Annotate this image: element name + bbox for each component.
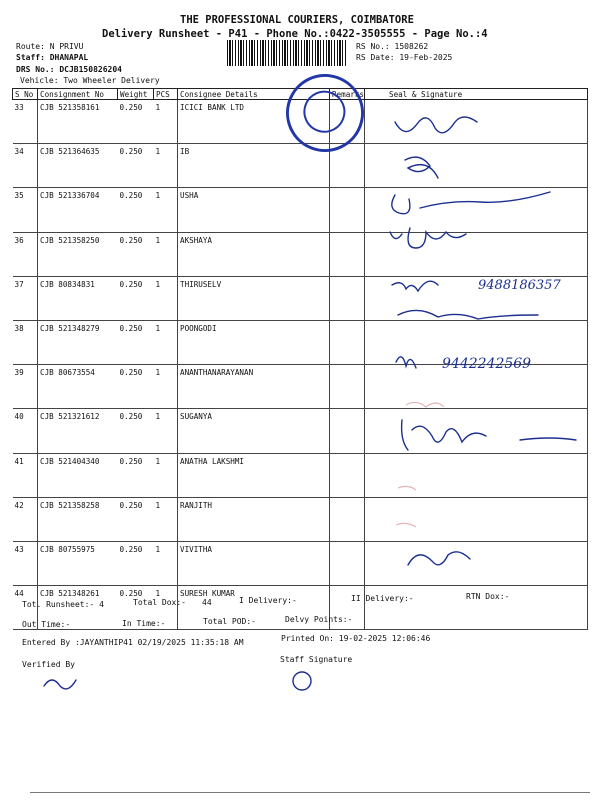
row-weight: 0.250 <box>118 541 154 585</box>
col-consignee: Consignee Details <box>178 89 330 100</box>
signature-44 <box>408 552 470 565</box>
row-consignee: ICICI BANK LTD <box>178 100 330 144</box>
bottom-edge-line <box>30 792 590 793</box>
col-signature: Seal & Signature <box>365 89 588 100</box>
rs-date: RS Date: 19-Feb-2025 <box>356 53 453 62</box>
row-pcs: 1 <box>154 100 178 144</box>
row-consignment-no: CJB 521321612 <box>38 409 118 453</box>
row-weight: 0.250 <box>118 100 154 144</box>
row-sno: 38 <box>13 320 38 364</box>
row-sno: 43 <box>13 541 38 585</box>
vehicle-label: Vehicle: Two Wheeler Delivery <box>20 76 160 85</box>
row-consignment-no: CJB 521336704 <box>38 188 118 232</box>
handwritten-phone-39: 9442242569 <box>442 356 532 372</box>
faint-mark-40 <box>406 402 444 407</box>
row-consignment-no: CJB 80755975 <box>38 541 118 585</box>
row-pcs: 1 <box>154 144 178 188</box>
row-sno: 34 <box>13 144 38 188</box>
row-consignee: ANATHA LAKSHMI <box>178 453 330 497</box>
row-sno: 44 <box>13 586 38 630</box>
row-sno: 41 <box>13 453 38 497</box>
row-sno: 42 <box>13 497 38 541</box>
signature-36 <box>390 228 466 248</box>
row-weight: 0.250 <box>118 188 154 232</box>
row-consignment-no: CJB 521358250 <box>38 232 118 276</box>
row-consignee: POONGODI <box>178 320 330 364</box>
col-remarks: Remarks <box>330 89 365 100</box>
row-weight: 0.250 <box>118 144 154 188</box>
signature-37 <box>392 281 438 291</box>
out-time: Out Time:- <box>22 620 71 629</box>
drs-number: DRS No.: DCJB150826204 <box>16 65 122 74</box>
row-consignment-no: CJB 80834831 <box>38 276 118 320</box>
row-consignee: SUGANYA <box>178 409 330 453</box>
row-consignee: RANJITH <box>178 497 330 541</box>
row-pcs: 1 <box>154 232 178 276</box>
row-pcs: 1 <box>154 541 178 585</box>
route-label: Route: N PRIVU <box>16 42 84 51</box>
row-weight: 0.250 <box>118 497 154 541</box>
i-delivery: I Delivery:- <box>239 596 297 605</box>
col-weight: Weight <box>118 89 154 100</box>
row-consignee: SURESH KUMAR <box>178 586 330 630</box>
row-consignment-no: CJB 521364635 <box>38 144 118 188</box>
signature-35 <box>392 192 550 214</box>
row-sno: 40 <box>13 409 38 453</box>
verified-by-label: Verified By <box>22 660 75 669</box>
faint-mark-42 <box>398 486 416 490</box>
row-pcs: 1 <box>154 320 178 364</box>
signature-39 <box>396 357 416 368</box>
row-consignee: VIVITHA <box>178 541 330 585</box>
row-weight: 0.250 <box>118 232 154 276</box>
col-sno: S No <box>13 89 38 100</box>
row-consignment-no: CJB 521358258 <box>38 497 118 541</box>
row-pcs: 1 <box>154 409 178 453</box>
row-consignee: IB <box>178 144 330 188</box>
row-weight: 0.250 <box>118 365 154 409</box>
row-sno: 37 <box>13 276 38 320</box>
total-dox-label: Total Dox:- <box>133 598 186 607</box>
faint-mark-43 <box>396 523 416 527</box>
printed-on: Printed On: 19-02-2025 12:06:46 <box>281 634 431 643</box>
row-sno: 39 <box>13 365 38 409</box>
col-pcs: PCS <box>154 89 178 100</box>
row-pcs: 1 <box>154 188 178 232</box>
row-consignment-no: CJB 521404340 <box>38 453 118 497</box>
row-weight: 0.250 <box>118 276 154 320</box>
handwritten-phone-37: 9488186357 <box>478 278 561 293</box>
total-dox-value: 44 <box>202 598 212 607</box>
in-time: In Time:- <box>122 619 166 628</box>
runsheet-title: Delivery Runsheet - P41 - Phone No.:0422-3505555 - Page No.:4 <box>102 28 488 40</box>
row-weight: 0.250 <box>118 320 154 364</box>
signature-34 <box>405 157 438 178</box>
row-sno: 35 <box>13 188 38 232</box>
ii-delivery: II Delivery:- <box>351 594 414 603</box>
row-consignee: ANANTHANARAYANAN <box>178 365 330 409</box>
verified-by-signature <box>44 680 76 689</box>
row-pcs: 1 <box>154 586 178 630</box>
delvy-points: Delvy Points:- <box>285 615 353 624</box>
row-pcs: 1 <box>154 497 178 541</box>
col-consignment: Consignment No <box>38 89 118 100</box>
row-sno: 36 <box>13 232 38 276</box>
row-pcs: 1 <box>154 365 178 409</box>
row-consignee: USHA <box>178 188 330 232</box>
row-consignment-no: CJB 521348261 <box>38 586 118 630</box>
rtn-dox: RTN Dox:- <box>466 592 510 601</box>
row-consignment-no: CJB 521348279 <box>38 320 118 364</box>
signature-33 <box>395 117 477 133</box>
row-consignment-no: CJB 80673554 <box>38 365 118 409</box>
signature-38 <box>398 310 538 319</box>
signature-41 <box>402 420 576 450</box>
company-name: THE PROFESSIONAL COURIERS, COIMBATORE <box>180 14 414 26</box>
row-consignee: AKSHAYA <box>178 232 330 276</box>
staff-label: Staff: DHANAPAL <box>16 53 89 62</box>
row-weight: 0.250 <box>118 453 154 497</box>
row-consignee: THIRUSELV <box>178 276 330 320</box>
row-sno: 33 <box>13 100 38 144</box>
rs-number: RS No.: 1508262 <box>356 42 429 51</box>
row-pcs: 1 <box>154 453 178 497</box>
staff-signature-mark <box>293 672 311 690</box>
tot-runsheet: Tot. Runsheet:- 4 <box>22 600 104 609</box>
total-pod: Total POD:- <box>203 617 256 626</box>
row-pcs: 1 <box>154 276 178 320</box>
entered-by: Entered By :JAYANTHIP41 02/19/2025 11:35:18 AM <box>22 638 244 647</box>
staff-signature-label: Staff Signature <box>280 655 353 664</box>
row-weight: 0.250 <box>118 409 154 453</box>
row-weight: 0.250 <box>118 586 154 630</box>
row-consignment-no: CJB 521358161 <box>38 100 118 144</box>
